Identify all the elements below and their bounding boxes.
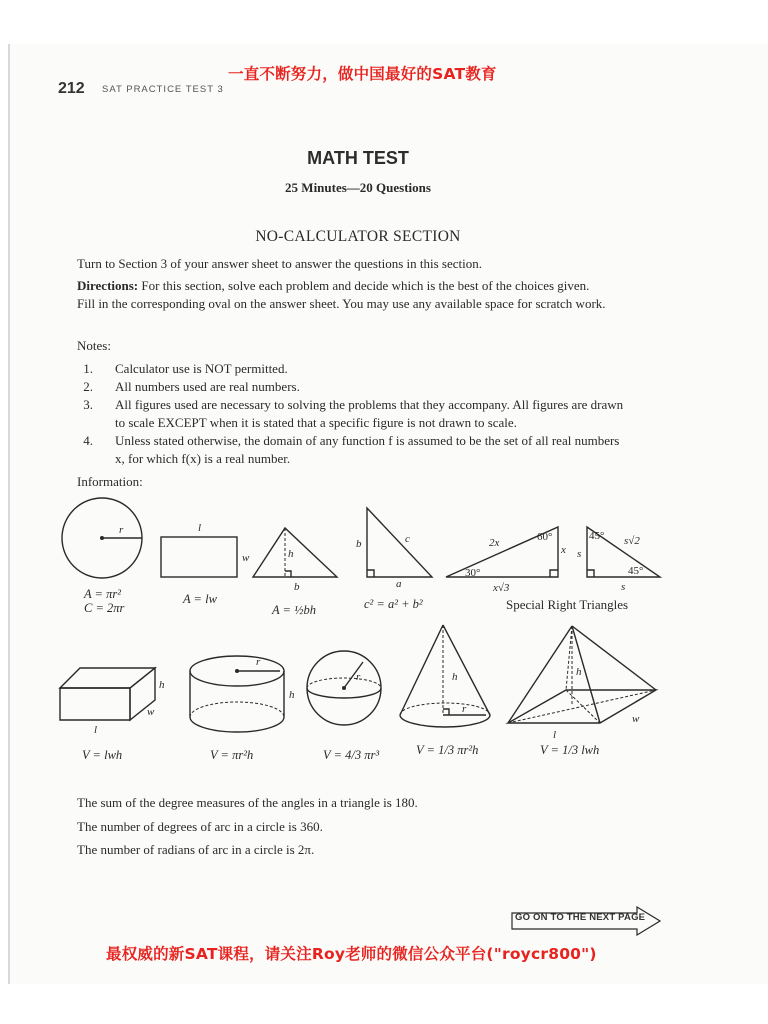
t3060-30-label: 30° [465,567,481,579]
pyramid-figure [508,626,656,741]
fact-line: The number of degrees of arc in a circle is 360. [77,819,323,834]
cone-r-label: r [462,703,467,715]
watermark-top: 一直不断努力，做中国最好的SAT教育 [228,65,497,83]
t45-s2-label: s [621,581,626,593]
note-text: to scale EXCEPT when it is stated that a specific figure is not drawn to scale. [115,415,517,430]
information-label: Information: [77,474,143,489]
note-number: 2. [83,379,93,394]
note-item [77,378,623,396]
t45-sr2-label: s√2 [624,535,640,547]
triangle-area-formula: A = ½bh [272,603,316,617]
note-text: Unless stated otherwise, the domain of any function f is assumed to be the set of all real numbers [115,433,620,448]
box-l-label: l [94,724,98,736]
running-head: SAT PRACTICE TEST 3 [102,84,224,95]
note-text: Calculator use is NOT permitted. [115,361,288,376]
reference-figures [0,490,768,770]
box-figure [60,668,165,736]
rt-a-label: a [396,578,402,590]
rectangle-figure [161,522,250,577]
cone-h-label: h [452,671,458,683]
circle-area-formula: A = πr² [84,587,121,601]
rect-l-label: l [198,522,202,534]
cylinder-figure [190,656,295,732]
notes-list [77,360,623,468]
notes-label: Notes: [77,338,111,353]
note-item-cont [77,414,623,432]
note-item [77,360,623,378]
go-on-button-label[interactable]: GO ON TO THE NEXT PAGE [515,912,646,923]
triangle-45-45-90 [577,527,660,593]
pyr-w-label: w [632,713,640,725]
fact-line: The sum of the degree measures of the angles in a triangle is 180. [77,795,418,810]
circle-circumference-formula: C = 2πr [84,601,125,615]
directions-label: Directions: [77,278,139,293]
note-text: All numbers used are real numbers. [115,379,300,394]
t45-s1-label: s [577,548,582,560]
pyr-h-label: h [576,666,582,678]
box-w-label: w [147,706,155,718]
note-text: All figures used are necessary to solving the problems that they accompany. All figures are drawn [115,397,624,412]
sphere-r-label: r [356,671,361,683]
t3060-2x-label: 2x [489,537,500,549]
note-item [77,396,623,414]
watermark-bottom: 最权威的新SAT课程，请关注Roy老师的微信公众平台("roycr800") [106,945,597,963]
sphere-volume-formula: V = 4/3 πr³ [323,748,380,762]
circle-figure [62,498,142,578]
cyl-r-label: r [256,656,261,668]
box-volume-formula: V = lwh [82,748,123,762]
cylinder-volume-formula: V = πr²h [210,748,254,762]
cyl-h-label: h [289,689,295,701]
note-number: 4. [83,433,93,448]
intro-text: Turn to Section 3 of your answer sheet to answer the questions in this section. [77,256,482,271]
tri-h-label: h [288,548,294,560]
note-number: 3. [83,397,93,412]
special-right-triangles-label: Special Right Triangles [506,597,629,612]
page-subtitle: 25 Minutes—20 Questions [285,180,431,195]
page-title: MATH TEST [307,148,409,168]
note-item-cont [77,450,623,468]
circle-r-label: r [119,524,124,536]
directions-line-1: For this section, solve each problem and decide which is the best of the choices given. [138,278,590,293]
cone-figure [400,625,490,727]
box-h-label: h [159,679,165,691]
directions-line-2: Fill in the corresponding oval on the answer sheet. You may use any available space for scratch work. [77,296,606,311]
triangle-30-60-90 [446,527,566,594]
pythagorean-formula: c² = a² + b² [364,597,423,611]
note-number: 1. [83,361,93,376]
triangle-figure [253,528,337,593]
t3060-xr3-label: x√3 [493,582,510,594]
note-text: x, for which f(x) is a real number. [115,451,291,466]
pyr-l-label: l [553,729,557,741]
pyramid-volume-formula: V = 1/3 lwh [540,743,600,757]
rect-area-formula: A = lw [183,592,217,606]
rect-w-label: w [242,552,250,564]
tri-b-label: b [294,581,300,593]
t45-45a-label: 45° [589,530,605,542]
note-item [77,432,623,450]
t45-45b-label: 45° [628,565,644,577]
sphere-figure [307,651,381,725]
t3060-x-label: x [561,544,566,556]
rt-c-label: c [405,533,410,545]
section-title: NO-CALCULATOR SECTION [255,228,461,245]
t3060-60-label: 60° [537,531,553,543]
fact-line: The number of radians of arc in a circle is 2π. [77,842,315,857]
cone-volume-formula: V = 1/3 πr²h [416,743,479,757]
page-number: 212 [58,80,85,97]
right-triangle-figure [356,508,432,590]
rt-b-label: b [356,538,362,550]
directions-block [77,277,606,313]
